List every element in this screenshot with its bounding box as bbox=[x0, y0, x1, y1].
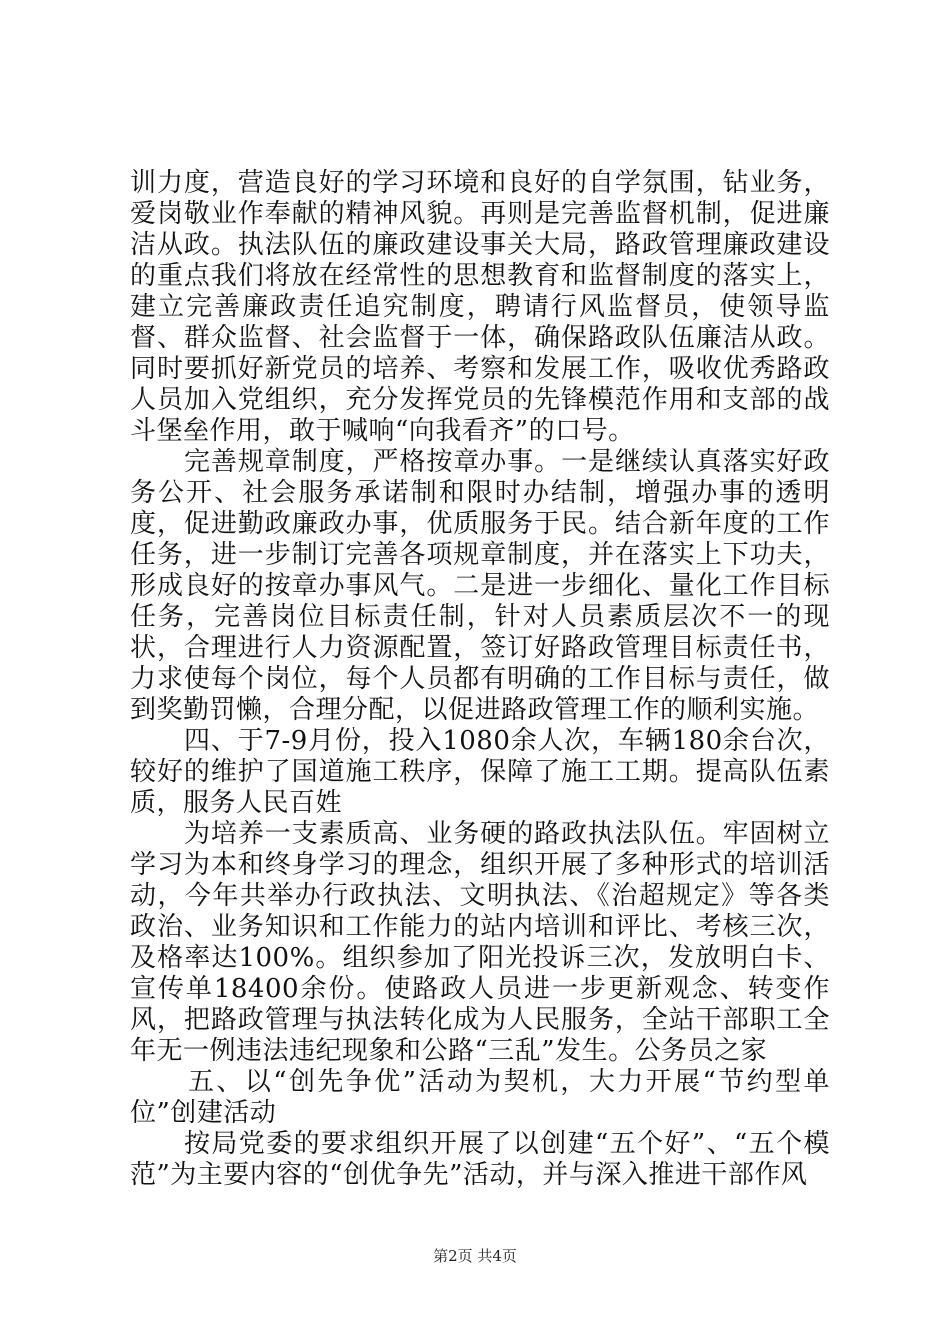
paragraph-3: 四、于7-9月份，投入1080余人次，车辆180余台次，较好的维护了国道施工秩序，保障了施工工期。提高队伍素质，服务人民百姓 bbox=[130, 726, 830, 818]
document-body bbox=[130, 168, 830, 1191]
paragraph-4: 为培养一支素质高、业务硬的路政执法队伍。牢固树立学习为本和终身学习的理念，组织开展了多种形式的培训活动，今年共举办行政执法、文明执法、《治超规定》等各类政治、业务知识和工作能力的站内培训和评比、考核三次，及格率达100%。组织参加了阳光投诉三次，发放明白卡、宣传单18400余份。使路政人员进一步更新观念、转变作风，把路政管理与执法转化成为人民服务，全站干部职工全年无一例违法违纪现象和公路“三乱”发生。公务员之家 bbox=[130, 819, 830, 1066]
paragraph-1: 训力度，营造良好的学习环境和良好的自学氛围，钻业务，爱岗敬业作奉献的精神风貌。再则是完善监督机制，促进廉洁从政。执法队伍的廉政建设事关大局，路政管理廉政建设的重点我们将放在经常性的思想教育和监督制度的落实上，建立完善廉政责任追究制度，聘请行风监督员，使领导监督、群众监督、社会监督于一体，确保路政队伍廉洁从政。同时要抓好新党员的培养、考察和发展工作，吸收优秀路政人员加入党组织，充分发挥党员的先锋模范作用和支部的战斗堡垒作用，敢于喊响“向我看齐”的口号。 bbox=[130, 168, 830, 446]
paragraph-5: 五、以“创先争优”活动为契机，大力开展“节约型单位”创建活动 bbox=[130, 1067, 830, 1128]
paragraph-6: 按局党委的要求组织开展了以创建“五个好”、“五个模范”为主要内容的“创优争先”活动，并与深入推进干部作风 bbox=[130, 1129, 830, 1190]
paragraph-2: 完善规章制度，严格按章办事。一是继续认真落实好政务公开、社会服务承诺制和限时办结制，增强办事的透明度，促进勤政廉政办事，优质服务于民。结合新年度的工作任务，进一步制订完善各项规章制度，并在落实上下功夫，形成良好的按章办事风气。二是进一步细化、量化工作目标任务，完善岗位目标责任制，针对人员素质层次不一的现状，合理进行人力资源配置，签订好路政管理目标责任书，力求使每个岗位，每个人员都有明确的工作目标与责任，做到奖勤罚懒，合理分配，以促进路政管理工作的顺利实施。 bbox=[130, 447, 830, 725]
page-footer: 第2页 共4页 bbox=[433, 1247, 517, 1265]
